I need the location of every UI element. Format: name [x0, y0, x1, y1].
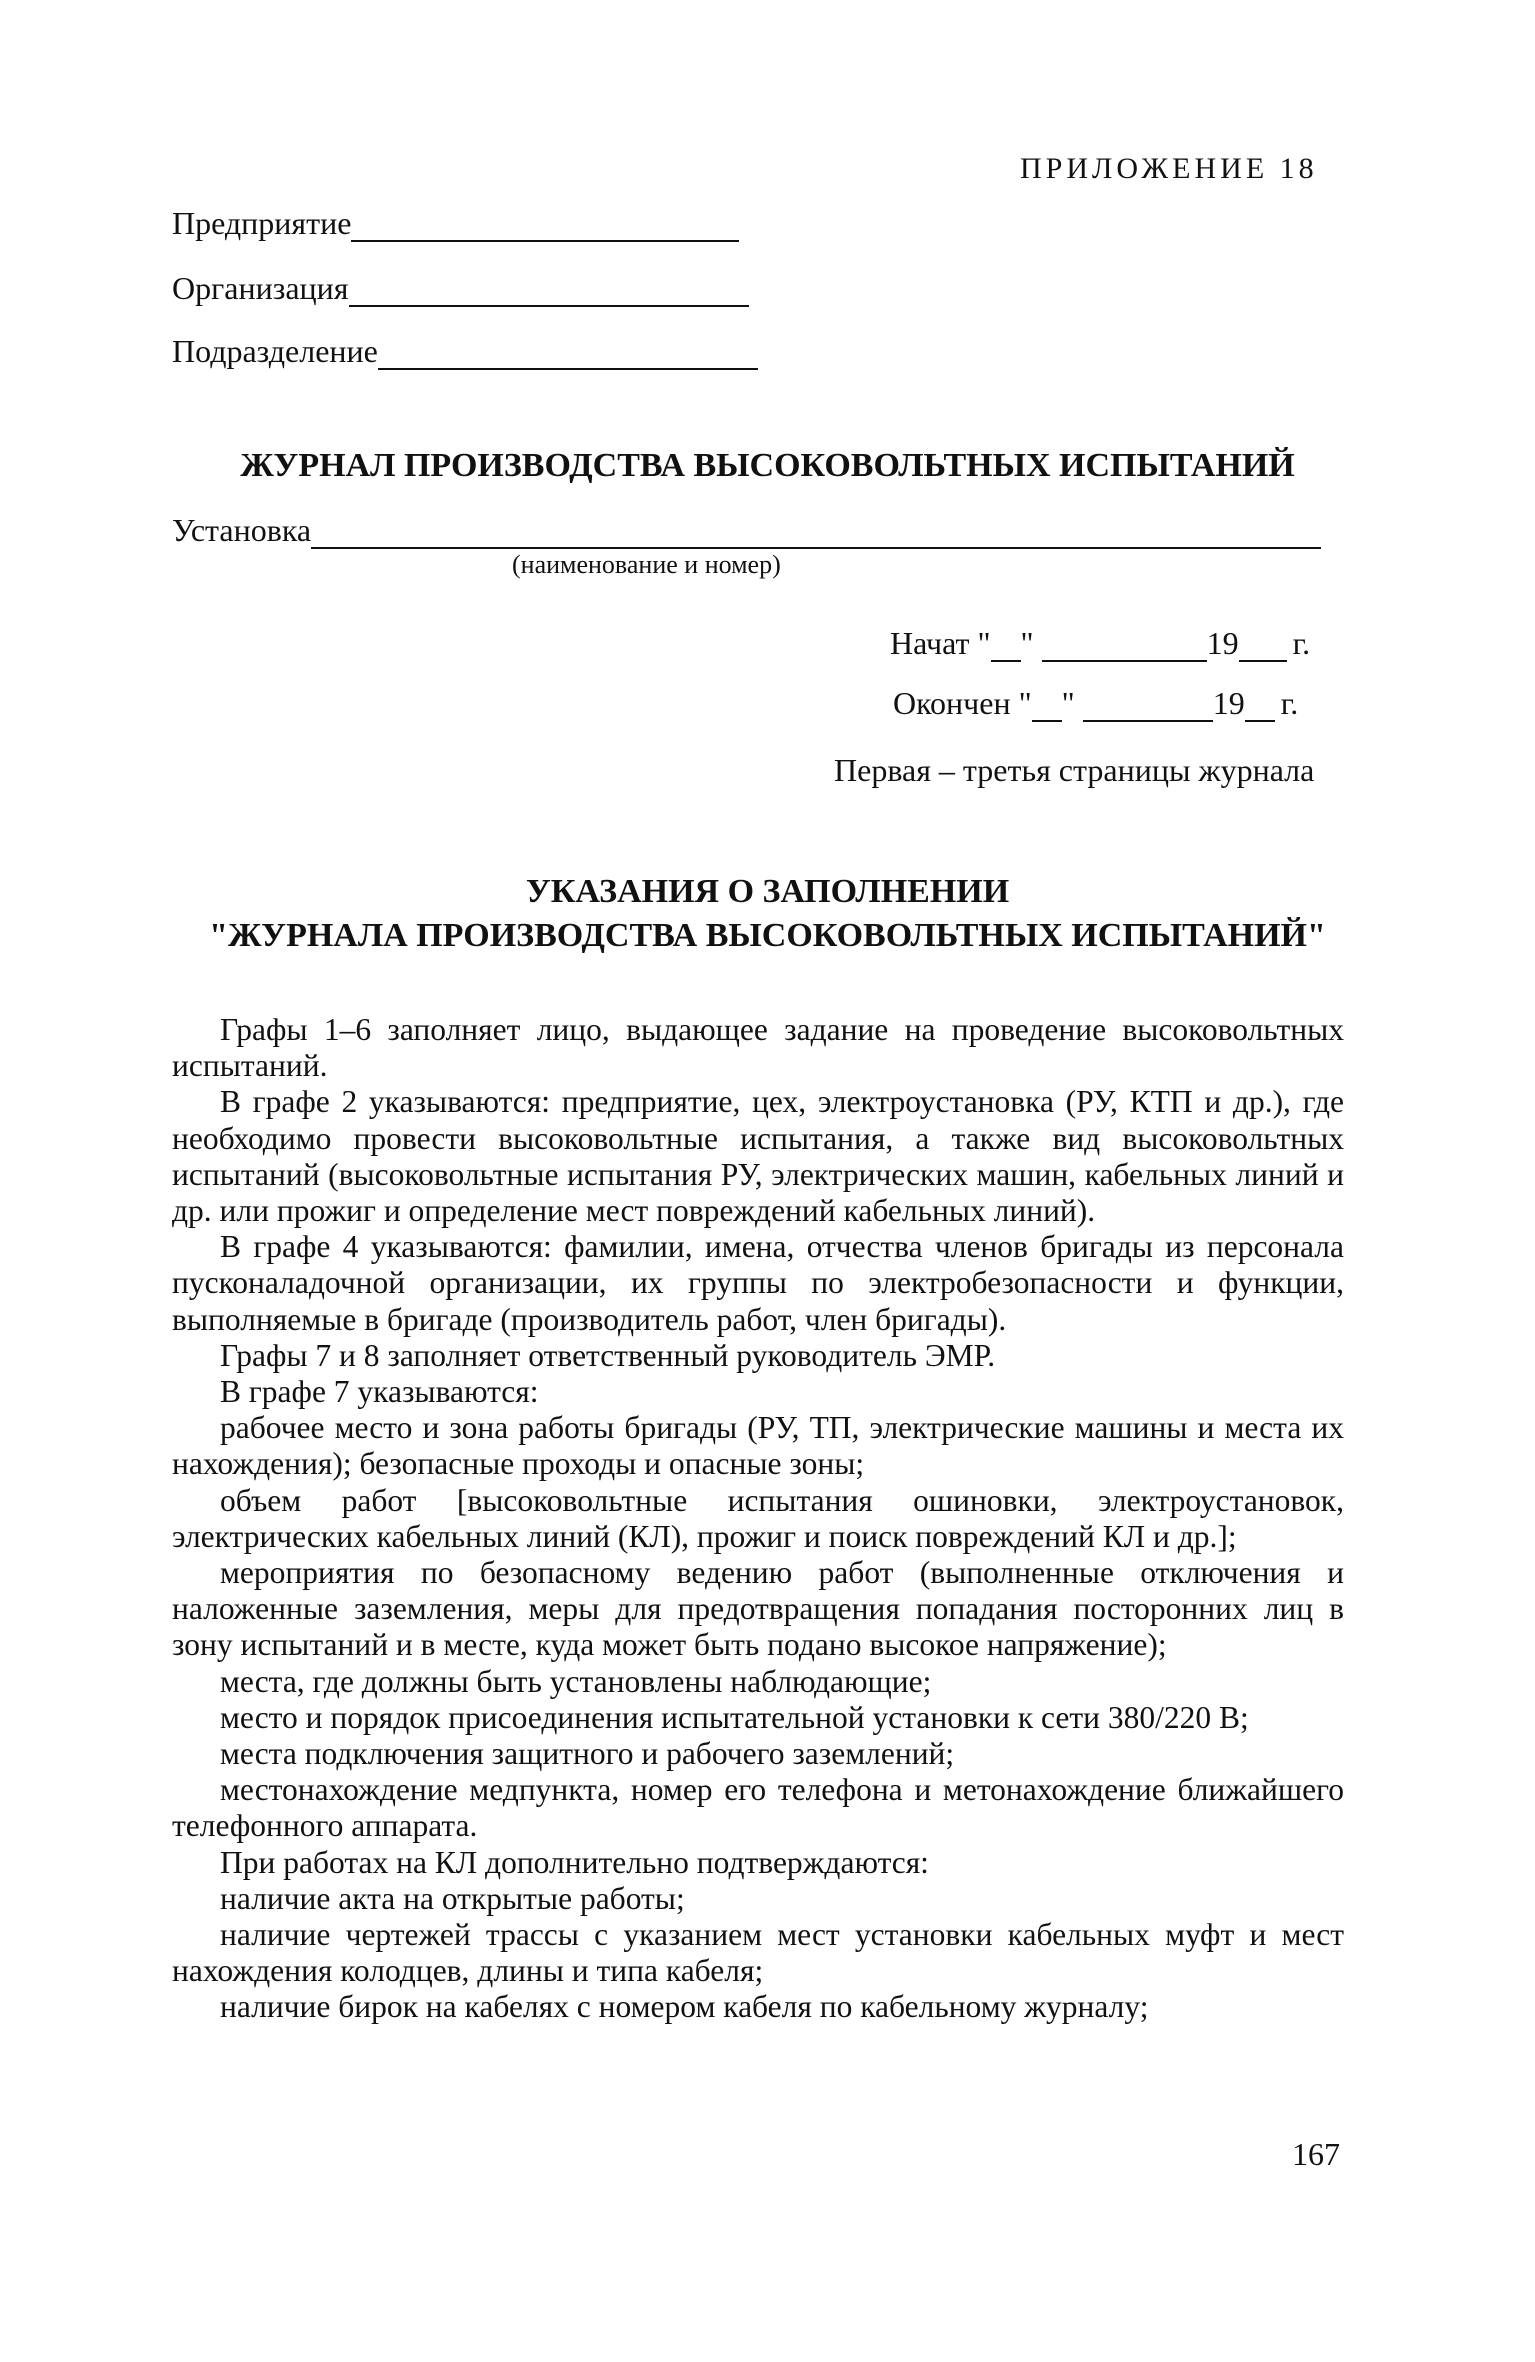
enterprise-field	[172, 205, 739, 242]
paragraph: Графы 7 и 8 заполняет ответственный руководитель ЭМР.	[220, 1337, 996, 1373]
paragraph: наличие бирок на кабелях с номером кабеля по кабельному журналу;	[220, 1989, 1149, 2025]
appendix-label: ПРИЛОЖЕНИЕ 18	[1020, 152, 1318, 185]
journal-title: ЖУРНАЛ ПРОИЗВОДСТВА ВЫСОКОВОЛЬТНЫХ ИСПЫТАНИЙ	[240, 447, 1295, 484]
started-quote-close: "	[1020, 625, 1034, 661]
finished-year: 19	[1212, 685, 1245, 721]
page-number: 167	[1292, 2136, 1340, 2172]
paragraph: объем работ [высоковольтные испытания ошиновки, электроустановок, электрических кабельных линий (КЛ), прожиг и поиск повреждений КЛ и др.];	[172, 1482, 1344, 1554]
started-year-suffix: г.	[1292, 625, 1311, 661]
paragraph: место и порядок присоединения испытательной установки к сети 380/220 В;	[220, 1699, 1249, 1735]
installation-label: Установка	[172, 512, 312, 548]
started-month-blank	[1042, 630, 1207, 662]
started-label: Начат "	[890, 625, 991, 661]
installation-hint: (наименование и номер)	[512, 550, 781, 579]
installation-field	[172, 512, 1321, 549]
paragraph: В графе 7 указываются:	[220, 1374, 539, 1410]
organization-field	[172, 270, 749, 307]
division-label: Подразделение	[172, 333, 378, 369]
finished-year-blank	[1245, 690, 1275, 722]
finished-date-row	[893, 685, 1298, 722]
paragraph: В графе 4 указываются: фамилии, имена, отчества членов бригады из персонала пусконаладочной организации, их группы по электробезопасности и функции, выполняемые в бригаде (производитель работ, член бригады).	[172, 1229, 1344, 1337]
started-year: 19	[1206, 625, 1239, 661]
started-date-row	[890, 625, 1310, 662]
paragraph: рабочее место и зона работы бригады (РУ, ТП, электрические машины и места их нахождения); безопасные проходы и опасные зоны;	[172, 1410, 1344, 1482]
paragraph: В графе 2 указываются: предприятие, цех, электроустановка (РУ, КТП и др.), где необходимо провести высоковольтные испытания, а также вид высоковольтных испытаний (высоковольтные испытания РУ, электрических машин, кабельных линий и др. или прожиг и определение мест повреждений кабельных линий).	[172, 1084, 1344, 1229]
paragraph: местонахождение медпункта, номер его телефона и метонахождение ближайшего телефонного аппарата.	[172, 1772, 1344, 1844]
finished-year-suffix: г.	[1280, 685, 1299, 721]
organization-blank-line	[349, 275, 749, 307]
instructions-title	[0, 870, 1535, 958]
finished-label: Окончен "	[893, 685, 1032, 721]
started-year-blank	[1239, 630, 1287, 662]
enterprise-blank-line	[351, 210, 739, 242]
division-blank-line	[378, 338, 758, 370]
paragraph: места подключения защитного и рабочего заземлений;	[220, 1736, 955, 1772]
installation-blank-line	[311, 517, 1321, 549]
paragraph: мероприятия по безопасному ведению работ (выполненные отключения и наложенные заземления, меры для предотвращения попадания посторонних лиц в зону испытаний и в месте, куда может быть подано высокое напряжение);	[172, 1555, 1344, 1663]
paragraph: наличие чертежей трассы с указанием мест установки кабельных муфт и мест нахождения колодцев, длины и типа кабеля;	[172, 1917, 1344, 1989]
instructions-title-line2: "ЖУРНАЛА ПРОИЗВОДСТВА ВЫСОКОВОЛЬТНЫХ ИСПЫТАНИЙ"	[209, 917, 1326, 954]
paragraph: наличие акта на открытые работы;	[220, 1880, 685, 1916]
instructions-title-line1: УКАЗАНИЯ О ЗАПОЛНЕНИИ	[525, 873, 1010, 910]
enterprise-label: Предприятие	[172, 205, 352, 241]
paragraph: Графы 1–6 заполняет лицо, выдающее задание на проведение высоковольтных испытаний.	[172, 1012, 1344, 1084]
finished-month-blank	[1083, 690, 1213, 722]
pages-note: Первая – третья страницы журнала	[834, 752, 1315, 788]
instructions-body	[172, 1012, 1344, 2026]
organization-label: Организация	[172, 270, 349, 306]
division-field	[172, 333, 758, 370]
paragraph: При работах на КЛ дополнительно подтверждаются:	[220, 1844, 929, 1880]
paragraph: места, где должны быть установлены наблюдающие;	[220, 1663, 932, 1699]
finished-day-blank	[1032, 690, 1062, 722]
finished-quote-close: "	[1061, 685, 1075, 721]
started-day-blank	[991, 630, 1021, 662]
